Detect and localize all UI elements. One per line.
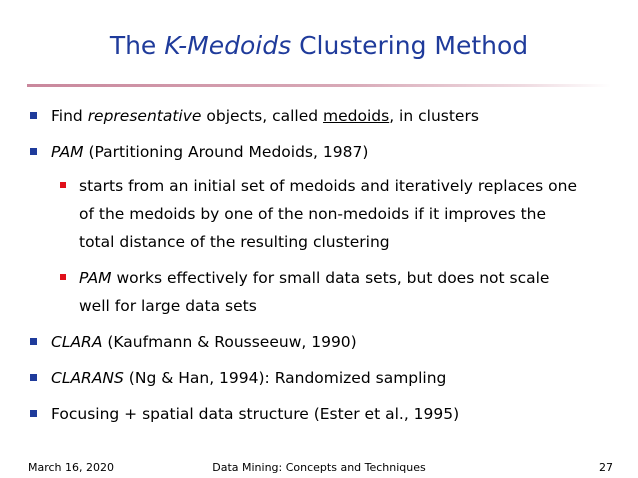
bullet-square-icon <box>30 410 37 417</box>
medoids-term: medoids <box>323 107 390 125</box>
footer-course-title: Data Mining: Concepts and Techniques <box>212 461 426 474</box>
sub-bullet-square-icon <box>60 274 66 280</box>
title-emphasis: K-Medoids <box>164 31 292 60</box>
bullet-focusing: Focusing + spatial data structure (Ester et al., 1995) <box>51 405 460 423</box>
bullet-square-icon <box>30 148 37 155</box>
bullet-clara: CLARA (Kaufmann & Rousseeuw, 1990) <box>51 333 357 351</box>
sub-bullet-pam-procedure-line1: starts from an initial set of medoids and iteratively replaces one <box>79 177 577 195</box>
bullet-square-icon <box>30 112 37 119</box>
footer-page-number: 27 <box>599 461 613 474</box>
sub-bullet-pam-scaling-line1: PAM works effectively for small data sets, but does not scale <box>79 269 550 287</box>
bullet-square-icon <box>30 338 37 345</box>
title-suffix: Clustering Method <box>291 31 529 60</box>
bullet-clarans: CLARANS (Ng & Han, 1994): Randomized sampling <box>51 369 447 387</box>
sub-bullet-pam-procedure-line3: total distance of the resulting clustering <box>79 233 390 251</box>
sub-bullet-pam-procedure-line2: of the medoids by one of the non-medoids if it improves the <box>79 205 547 223</box>
bullet-square-icon <box>30 374 37 381</box>
bullet-find-representative: Find representative objects, called medoids, in clusters <box>51 107 479 125</box>
bullet-pam: PAM (Partitioning Around Medoids, 1987) <box>51 143 369 161</box>
title-prefix: The <box>109 31 165 60</box>
footer-date: March 16, 2020 <box>28 461 115 474</box>
sub-bullet-square-icon <box>60 182 66 188</box>
sub-bullet-pam-scaling-line2: well for large data sets <box>79 297 257 315</box>
